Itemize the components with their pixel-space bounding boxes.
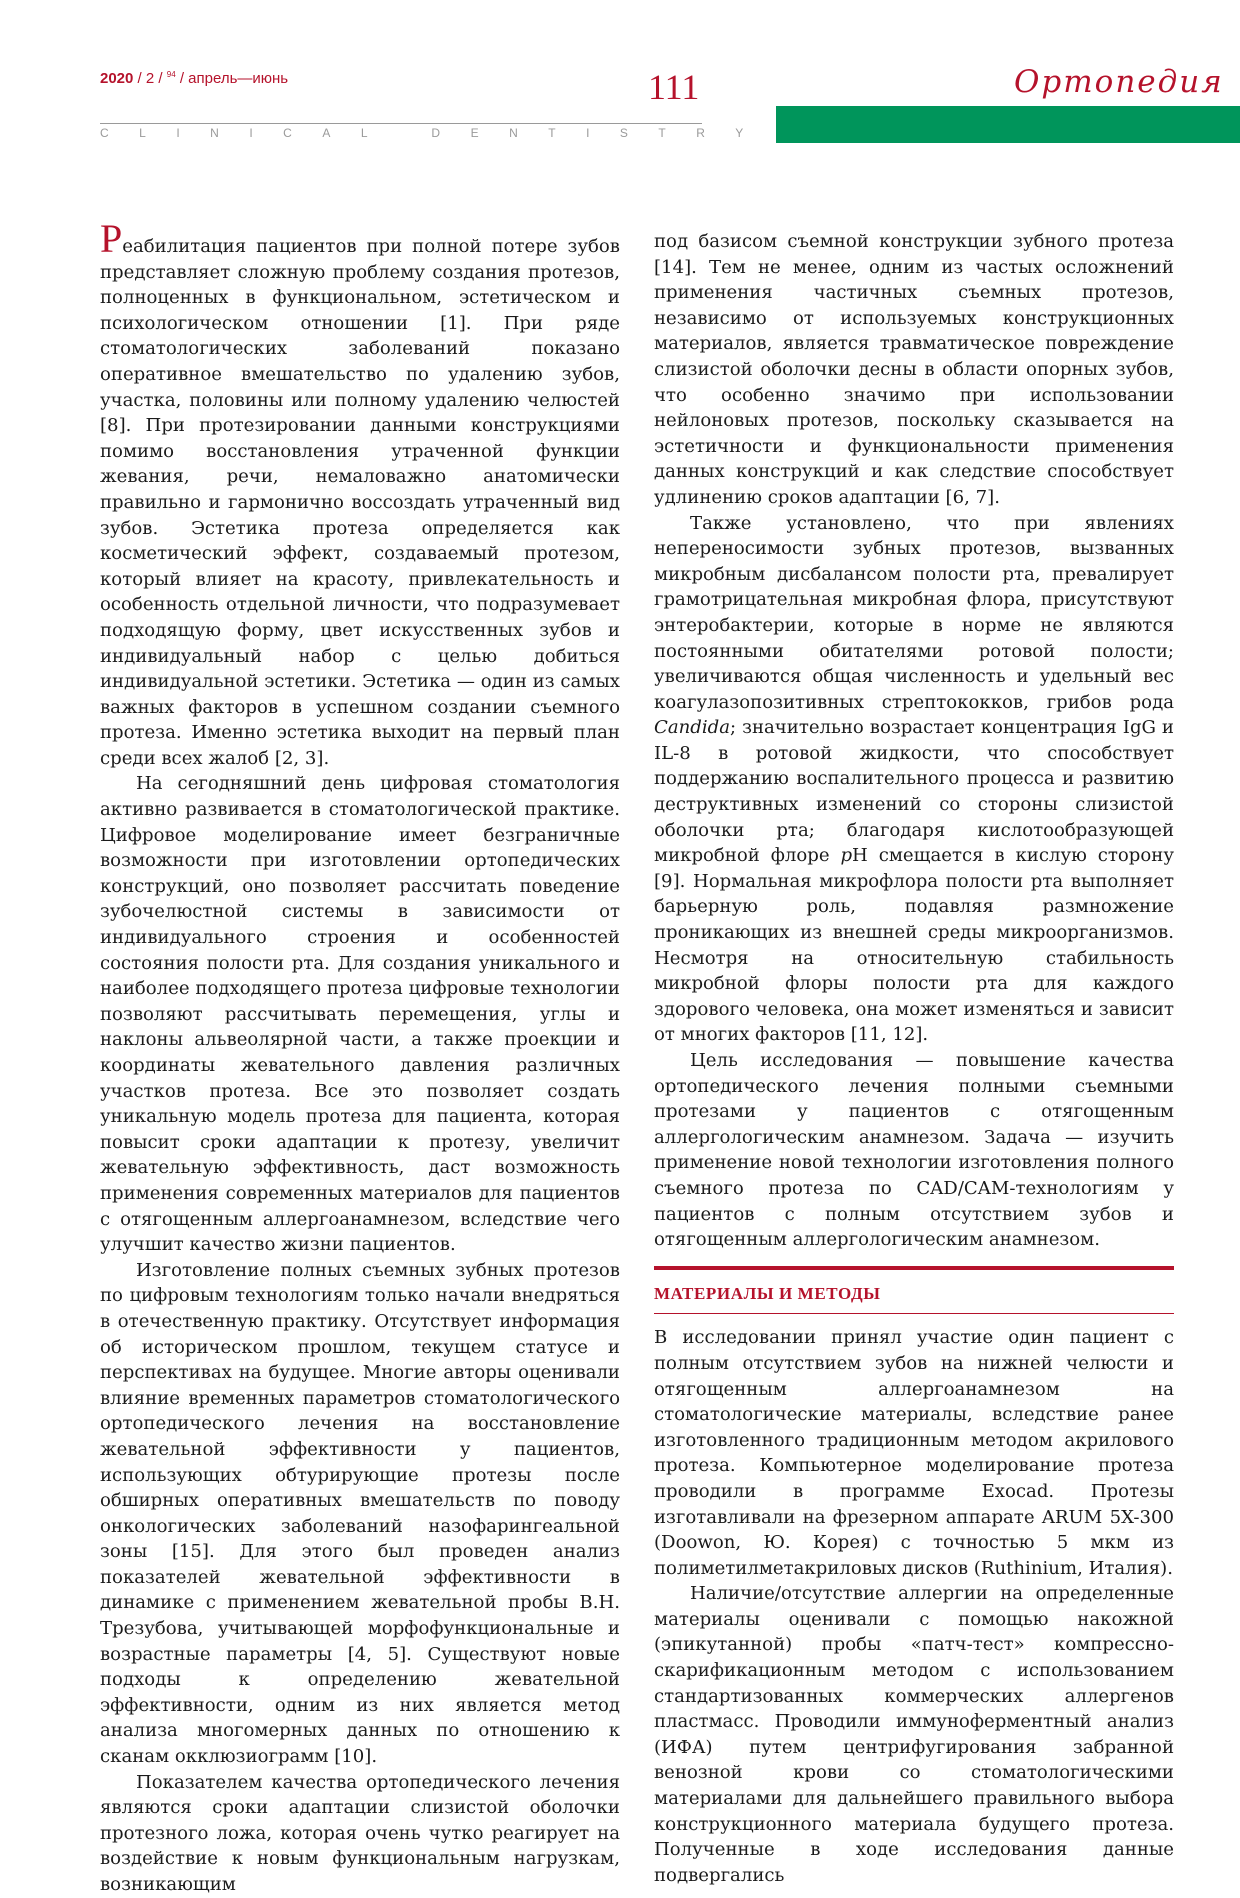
issue-year: 2020 [100, 70, 134, 87]
paragraph-text: еабилитация пациентов при полной потере зубов представляет сложную проблему создания протезов, полноценных в функциональном, эстетическом и психологическом отношении [1]. При ряде стоматологических заболеваний показано оперативное вмешательство по удалению зубов, участка, половины или полному удалению челюстей [8]. При протезировании данными конструкциями помимо восстановления утраченной функции жевания, речи, немаловажно анатомически правильно и гармонично воссоздать утраченный вид зубов. Эстетика протеза определяется как косметический эффект, создаваемый протезом, который влияет на красоту, привлекательность и особенность отдельной личности, что подразумевает подходящую форму, цвет искусственных зубов и индивидуальный набор с целью добиться индивидуальной эстетики. Эстетика — один из самых важных факторов в успешном создании съемного протеза. Именно эстетика выходит на первый план среди всех жалоб [2, 3]. [100, 236, 620, 769]
paragraph-text: H смещается в кислую сторону [9]. Нормальная микрофлора полости рта выполняет барьерную роль, подавляя размножение проникающих из внешней среды микроорганизмов. Несмотря на относительную стабильность микробной флоры полости рта для каждого здорового человека, она может изменяться и зависит от многих факторов [11, 12]. [654, 845, 1174, 1046]
species-name: Candida [654, 717, 731, 739]
ph-symbol: p [840, 845, 853, 867]
page-number: 111 [648, 67, 700, 107]
paragraph: Показателем качества ортопедического лечения являются сроки адаптации слизистой оболочки протезного ложа, которая очень чутко реагирует на воздействие к новым функциональным нагрузкам, возникающим [100, 1771, 620, 1895]
paragraph: под базисом съемной конструкции зубного протеза [14]. Тем не менее, одним из частых осложнений применения частичных съемных протезов, независимо от используемых конструкционных материалов, является травматическое повреждение слизистой оболочки десны в области опорных зубов, что особенно значимо при использовании нейлоновых протезов, поскольку сказывается на эстетичности и функциональности применения данных конструкций и как следствие способствует удлинению сроков адаптации [6, 7]. [654, 231, 1174, 508]
section-heading: МАТЕРИАЛЫ И МЕТОДЫ [654, 1266, 1174, 1315]
paragraph: Цель исследования — повышение качества ортопедического лечения полными съемными протезами у пациентов с отягощенным аллергологическим анамнезом. Задача — изучить применение новой технологии изготовления полного съемного протеза по CAD/CAM-технологиям у пациентов с полным отсутствием зубов и отягощенным аллергологическим анамнезом. [654, 1050, 1174, 1251]
paragraph: В исследовании принял участие один пациент с полным отсутствием зубов на нижней челюсти и отягощенным аллергоанамнезом на стоматологические материалы, вследствие ранее изготовленного традиционным методом акрилового протеза. Компьютерное моделирование протеза проводили в программе Exocad. Протезы изготавливали на фрезерном аппарате ARUM 5X-300 (Doowon, Ю. Корея) с точностью 5 мкм из полиметилметакриловых дисков (Ruthinium, Италия). [654, 1327, 1174, 1579]
left-column [100, 216, 620, 1898]
issue-number: 94 [166, 70, 176, 79]
issue-months: апрель—июнь [188, 70, 289, 87]
header-divider [100, 123, 702, 124]
section-title: Ортопедия [1014, 64, 1224, 100]
issue-separator: / [175, 70, 189, 87]
paragraph [100, 216, 620, 771]
section-color-bar [776, 106, 1240, 143]
paragraph: Изготовление полных съемных зубных протезов по цифровым технологиям только начали внедряться в отечественную практику. Отсутствует информация об историческом прошлом, текущем статусе и перспективах на будущее. Многие авторы оценивали влияние временных параметров стоматологического ортопедического лечения на восстановление жевательной эффективности у пациентов, использующих обтурирующие протезы после обширных оперативных вмешательств по поводу онкологических заболеваний назофарингеальной зоны [15]. Для этого был проведен анализ показателей жевательной эффективности в динамике с применением жевательной пробы В.Н. Трезубова, учитывающей морфофункциональные и возрастные параметры [4, 5]. Существуют новые подходы к определению жевательной эффективности, одним из них является метод анализа многомерных данных по отношению к сканам окклюзиограмм [10]. [100, 1259, 620, 1768]
issue-volume: 2 [145, 70, 155, 87]
paragraph-text: Также установлено, что при явлениях непереносимости зубных протезов, вызванных микробным дисбалансом полости рта, превалирует грамотрицательная микробная флора, присутствуют энтеробактерии, которые в норме не являются постоянными обитателями ротовой полости; увеличиваются общая численность и удельный вес коагулазопозитивных стрептококков, грибов рода [654, 512, 1174, 713]
right-column [654, 229, 1174, 1888]
issue-separator: / [133, 70, 146, 87]
journal-name: CLINICAL DENTISTRY [100, 126, 774, 140]
paragraph: Наличие/отсутствие аллергии на определенные материалы оценивали с помощью накожной (эпикутанной) пробы «патч-тест» компрессно-скарификационным методом с использованием стандартизованных коммерческих аллергенов пластмасс. Проводили иммуноферментный анализ (ИФА) путем центрифугирования забранной венозной крови со стоматологическими материалами для дальнейшего правильного выбора конструкционного материала будущего протеза. Полученные в ходе исследования данные подвергались [654, 1583, 1174, 1886]
issue-info [100, 70, 288, 87]
paragraph-text: ; значительно возрастает концентрация IgG и IL-8 в ротовой жидкости, что способствует поддержанию воспалительного процесса и развитию деструктивных изменений со стороны слизистой оболочки рта; благодаря кислотообразующей микробной флоре [654, 717, 1174, 867]
drop-cap: Р [100, 216, 123, 261]
paragraph [654, 511, 1174, 1048]
issue-separator: / [154, 70, 167, 87]
paragraph: На сегодняшний день цифровая стоматология активно развивается в стоматологической практике. Цифровое моделирование имеет безграничные возможности при изготовлении ортопедических конструкций, оно позволяет рассчитать поведение зубочелюстной системы в зависимости от индивидуального строения и особенностей состояния полости рта. Для создания уникального и наиболее подходящего протеза цифровые технологии позволяют рассчитывать перемещения, углы и наклоны альвеолярной части, а также проекции и координаты жевательного давления различных участков протеза. Все это позволяет создать уникальную модель протеза для пациента, которая повысит сроки адаптации к протезу, увеличит жевательную эффективность, даст возможность применения современных материалов для пациентов с отягощенным аллергоанамнезом, вследствие чего улучшит качество жизни пациентов. [100, 773, 620, 1256]
